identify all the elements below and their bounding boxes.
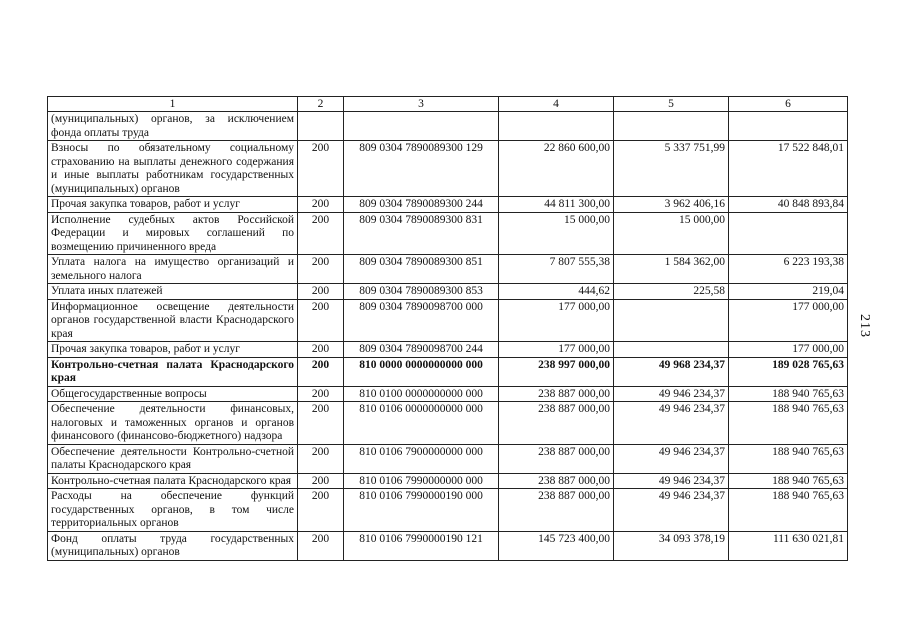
row-kbk: 809 0304 7890089300 129 [344, 141, 499, 197]
row-value-6: 111 630 021,81 [729, 531, 848, 560]
row-value-4: 238 887 000,00 [499, 402, 614, 445]
page-number: 213 [857, 314, 872, 338]
table-row [48, 255, 848, 284]
row-code [298, 112, 344, 141]
row-kbk: 810 0000 0000000000 000 [344, 357, 499, 386]
row-kbk: 810 0106 7990000190 121 [344, 531, 499, 560]
row-value-4: 238 997 000,00 [499, 357, 614, 386]
row-code: 200 [298, 284, 344, 300]
row-kbk: 810 0106 7900000000 000 [344, 444, 499, 473]
row-value-4: 7 807 555,38 [499, 255, 614, 284]
row-value-4: 177 000,00 [499, 342, 614, 358]
row-value-5: 225,58 [614, 284, 729, 300]
row-name: Фонд оплаты труда государственных (муниципальных) органов [48, 531, 298, 560]
table-row [48, 141, 848, 197]
row-code: 200 [298, 141, 344, 197]
table-row [48, 473, 848, 489]
table-row [48, 357, 848, 386]
row-code: 200 [298, 444, 344, 473]
row-kbk: 810 0106 7990000190 000 [344, 489, 499, 532]
row-value-6: 188 940 765,63 [729, 386, 848, 402]
row-kbk: 809 0304 7890089300 853 [344, 284, 499, 300]
row-name: Исполнение судебных актов Российской Федерации и мировых соглашений по возмещению причиненного вреда [48, 212, 298, 255]
row-value-6: 17 522 848,01 [729, 141, 848, 197]
row-code: 200 [298, 402, 344, 445]
row-code: 200 [298, 197, 344, 213]
row-value-6: 40 848 893,84 [729, 197, 848, 213]
table-row [48, 112, 848, 141]
row-value-5: 49 946 234,37 [614, 386, 729, 402]
row-kbk: 810 0106 0000000000 000 [344, 402, 499, 445]
row-kbk: 809 0304 7890098700 244 [344, 342, 499, 358]
row-name: Информационное освещение деятельности органов государственной власти Краснодарского края [48, 299, 298, 342]
column-header: 5 [614, 97, 729, 112]
row-value-5: 49 946 234,37 [614, 444, 729, 473]
row-value-6 [729, 112, 848, 141]
row-kbk: 810 0106 7990000000 000 [344, 473, 499, 489]
row-code: 200 [298, 299, 344, 342]
column-header: 3 [344, 97, 499, 112]
row-value-6: 177 000,00 [729, 299, 848, 342]
table-row [48, 489, 848, 532]
row-kbk: 809 0304 7890098700 000 [344, 299, 499, 342]
row-code: 200 [298, 386, 344, 402]
row-value-4: 238 887 000,00 [499, 444, 614, 473]
table-row [48, 386, 848, 402]
row-value-4: 238 887 000,00 [499, 473, 614, 489]
row-kbk: 810 0100 0000000000 000 [344, 386, 499, 402]
row-value-6: 219,04 [729, 284, 848, 300]
row-name: Взносы по обязательному социальному страхованию на выплаты денежного содержания и иные выплаты работникам государственных (муниципальных) органов [48, 141, 298, 197]
row-name: Контрольно-счетная палата Краснодарского края [48, 473, 298, 489]
row-code: 200 [298, 357, 344, 386]
row-value-4: 238 887 000,00 [499, 386, 614, 402]
row-value-6: 188 940 765,63 [729, 489, 848, 532]
row-name: Обеспечение деятельности финансовых, налоговых и таможенных органов и органов финансового (финансово-бюджетного) надзора [48, 402, 298, 445]
column-header: 4 [499, 97, 614, 112]
row-value-5: 5 337 751,99 [614, 141, 729, 197]
table-row [48, 284, 848, 300]
row-name: Общегосударственные вопросы [48, 386, 298, 402]
column-header: 2 [298, 97, 344, 112]
row-code: 200 [298, 531, 344, 560]
budget-table [47, 96, 848, 561]
row-value-4: 177 000,00 [499, 299, 614, 342]
row-name: Прочая закупка товаров, работ и услуг [48, 197, 298, 213]
table-row [48, 402, 848, 445]
row-value-5: 34 093 378,19 [614, 531, 729, 560]
row-kbk: 809 0304 7890089300 831 [344, 212, 499, 255]
row-value-5 [614, 299, 729, 342]
row-value-4: 22 860 600,00 [499, 141, 614, 197]
row-code: 200 [298, 212, 344, 255]
row-value-4: 238 887 000,00 [499, 489, 614, 532]
table-row [48, 212, 848, 255]
column-header-row [48, 97, 848, 112]
table-row [48, 444, 848, 473]
row-value-5: 49 946 234,37 [614, 402, 729, 445]
row-name: (муниципальных) органов, за исключением фонда оплаты труда [48, 112, 298, 141]
row-value-4: 15 000,00 [499, 212, 614, 255]
table-row [48, 197, 848, 213]
row-value-5 [614, 112, 729, 141]
row-value-6: 188 940 765,63 [729, 444, 848, 473]
row-name: Уплата налога на имущество организаций и земельного налога [48, 255, 298, 284]
column-header: 1 [48, 97, 298, 112]
row-value-5: 3 962 406,16 [614, 197, 729, 213]
row-code: 200 [298, 489, 344, 532]
row-value-6 [729, 212, 848, 255]
row-kbk: 809 0304 7890089300 244 [344, 197, 499, 213]
row-value-4 [499, 112, 614, 141]
row-value-5: 1 584 362,00 [614, 255, 729, 284]
row-value-5 [614, 342, 729, 358]
row-name: Контрольно-счетная палата Краснодарского края [48, 357, 298, 386]
row-code: 200 [298, 255, 344, 284]
row-kbk [344, 112, 499, 141]
row-value-6: 189 028 765,63 [729, 357, 848, 386]
table-row [48, 342, 848, 358]
row-value-5: 49 946 234,37 [614, 473, 729, 489]
table-row [48, 299, 848, 342]
row-name: Расходы на обеспечение функций государственных органов, в том числе территориальных органов [48, 489, 298, 532]
row-value-6: 177 000,00 [729, 342, 848, 358]
row-code: 200 [298, 342, 344, 358]
row-name: Обеспечение деятельности Контрольно-счетной палаты Краснодарского края [48, 444, 298, 473]
column-header: 6 [729, 97, 848, 112]
row-value-5: 49 946 234,37 [614, 489, 729, 532]
row-kbk: 809 0304 7890089300 851 [344, 255, 499, 284]
row-value-6: 6 223 193,38 [729, 255, 848, 284]
row-value-4: 444,62 [499, 284, 614, 300]
row-value-4: 44 811 300,00 [499, 197, 614, 213]
row-value-5: 15 000,00 [614, 212, 729, 255]
row-value-6: 188 940 765,63 [729, 473, 848, 489]
row-value-5: 49 968 234,37 [614, 357, 729, 386]
row-value-4: 145 723 400,00 [499, 531, 614, 560]
row-name: Уплата иных платежей [48, 284, 298, 300]
table-row [48, 531, 848, 560]
row-name: Прочая закупка товаров, работ и услуг [48, 342, 298, 358]
row-code: 200 [298, 473, 344, 489]
row-value-6: 188 940 765,63 [729, 402, 848, 445]
